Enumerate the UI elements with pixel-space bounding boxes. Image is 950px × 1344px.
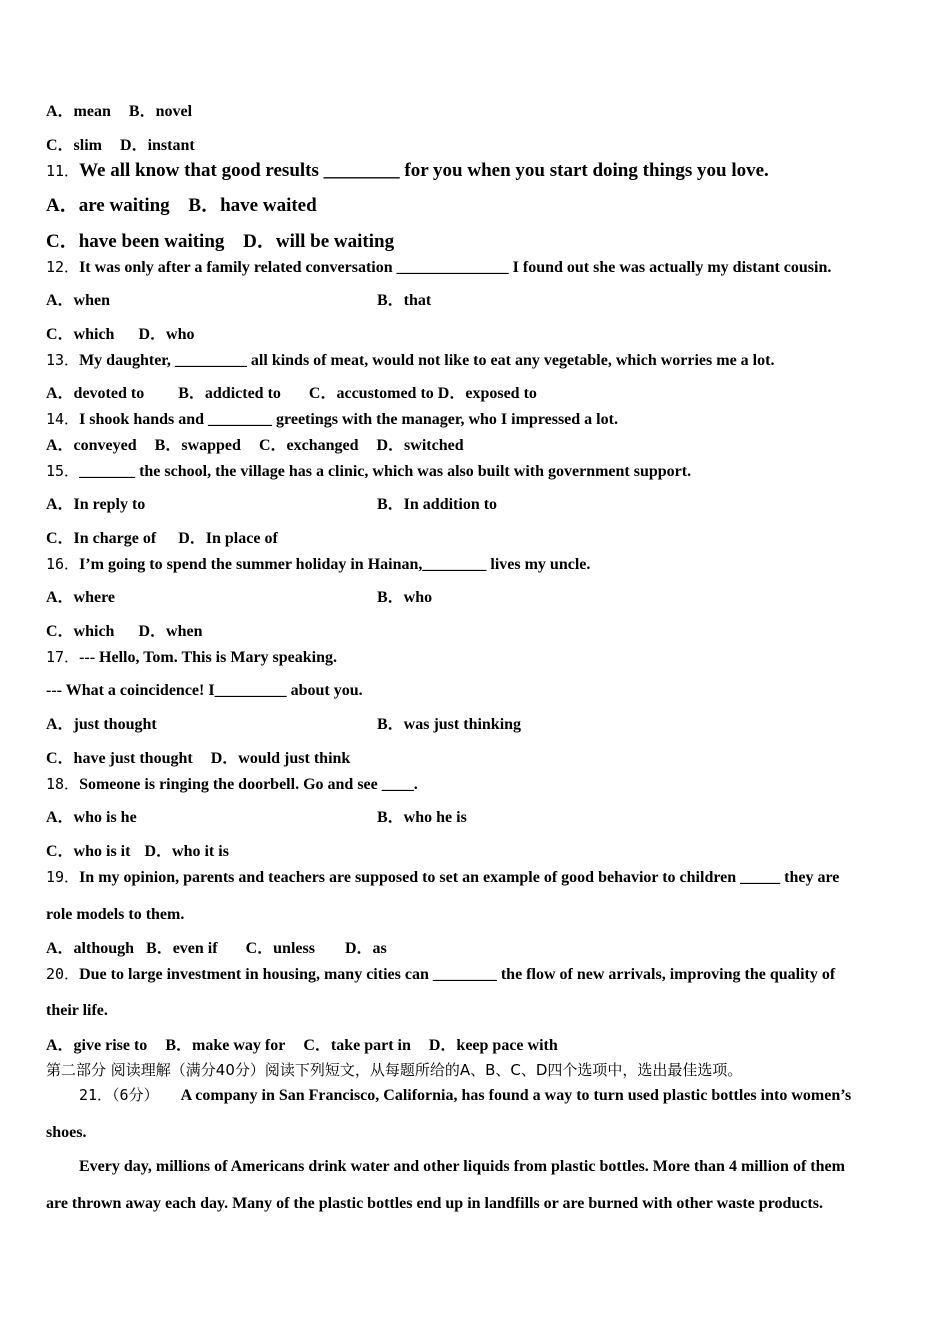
q15-option-b[interactable]: B．In addition to: [377, 496, 498, 513]
q18-number: 18．: [46, 775, 80, 793]
q20-options-row: [46, 1036, 558, 1056]
q18-option-d[interactable]: D．who it is: [144, 843, 229, 860]
q12-option-b[interactable]: B．that: [377, 292, 432, 309]
q15-stem: [46, 461, 691, 482]
q11-number: 11．: [46, 162, 80, 180]
q20-stem2: their life.: [46, 1002, 108, 1019]
q12-option-d[interactable]: D．who: [138, 326, 195, 343]
q12-options-row1: [46, 291, 906, 311]
q13-option-b[interactable]: B．addicted to: [178, 385, 281, 402]
part2-heading: 第二部分 阅读理解（满分40分）阅读下列短文，从每题所给的A、B、C、D四个选项中，选出最佳选项。: [46, 1061, 743, 1079]
q20-number: 20．: [46, 965, 80, 983]
q11-options-row1: [46, 194, 317, 218]
q10-option-a[interactable]: A．mean: [46, 103, 111, 120]
q19-option-b[interactable]: B．even if: [146, 940, 218, 957]
q21-line1: [79, 1085, 851, 1106]
q12-option-a[interactable]: A．when: [46, 292, 111, 309]
q16-option-d[interactable]: D．when: [138, 623, 203, 640]
q11-option-d[interactable]: D．will be waiting: [243, 231, 395, 252]
q15-option-c[interactable]: C．In charge of: [46, 530, 157, 547]
q13-stem: [46, 350, 774, 371]
q20-option-a[interactable]: A．give rise to: [46, 1037, 148, 1054]
q19-stem: [46, 867, 839, 888]
q12-options-row2: [46, 325, 194, 345]
q11-options-row2: [46, 230, 394, 254]
q13-options-row: [46, 384, 537, 404]
q10-option-c[interactable]: C．slim: [46, 137, 103, 154]
q12-text: It was only after a family related conversation ______________ I found out she was actually my distant cousin.: [79, 259, 832, 276]
q21-para1-line2: shoes.: [46, 1124, 87, 1141]
q18-options-row2: [46, 842, 229, 862]
q15-options-row2: [46, 529, 278, 549]
q13-option-d[interactable]: D．exposed to: [437, 385, 537, 402]
q13-option-a[interactable]: A．devoted to: [46, 385, 145, 402]
q18-option-b[interactable]: B．who he is: [377, 809, 467, 826]
q10-options-row2: [46, 136, 195, 156]
q11-option-c[interactable]: C．have been waiting: [46, 231, 225, 252]
q14-stem: [46, 409, 618, 430]
q16-options-row1: [46, 588, 906, 608]
q19-options-row: [46, 939, 387, 959]
q17-text: --- Hello, Tom. This is Mary speaking.: [79, 649, 338, 666]
q10-option-d[interactable]: D．instant: [120, 137, 195, 154]
q19-option-c[interactable]: C．unless: [245, 940, 315, 957]
q14-option-c[interactable]: C．exchanged: [258, 437, 359, 454]
q17-option-b[interactable]: B．was just thinking: [377, 716, 522, 733]
q17-option-d[interactable]: D．would just think: [210, 750, 351, 767]
q20-option-d[interactable]: D．keep pace with: [428, 1037, 558, 1054]
q17-option-a[interactable]: A．just thought: [46, 716, 157, 733]
q19-option-a[interactable]: A．although: [46, 940, 135, 957]
q11-option-b[interactable]: B．have waited: [188, 195, 317, 216]
q20-option-b[interactable]: B．make way for: [165, 1037, 286, 1054]
q11-text: We all know that good results ________ for you when you start doing things you love.: [79, 160, 769, 181]
q15-options-row1: [46, 495, 906, 515]
q20-stem: [46, 964, 835, 985]
q19-option-d[interactable]: D．as: [344, 940, 387, 957]
q17-options-row2: [46, 749, 350, 769]
q16-option-c[interactable]: C．which: [46, 623, 115, 640]
q15-text: _______ the school, the village has a clinic, which was also built with government support.: [79, 463, 692, 480]
q21-para1-line1: A company in San Francisco, California, has found a way to turn used plastic bottles into women’s: [180, 1087, 852, 1104]
q13-text: My daughter, _________ all kinds of meat, would not like to eat any vegetable, which worries me a lot.: [79, 352, 775, 369]
q16-options-row2: [46, 622, 202, 642]
q18-options-row1: [46, 808, 906, 828]
q18-option-c[interactable]: C．who is it: [46, 843, 131, 860]
q15-number: 15．: [46, 462, 80, 480]
q18-text: Someone is ringing the doorbell. Go and see ____.: [79, 776, 418, 793]
q17-stem: [46, 647, 337, 668]
q14-option-b[interactable]: B．swapped: [154, 437, 241, 454]
q17-number: 17．: [46, 648, 80, 666]
q19-text: In my opinion, parents and teachers are supposed to set an example of good behavior to children _____ they are: [79, 869, 840, 886]
q13-number: 13．: [46, 351, 80, 369]
q13-option-c[interactable]: C．accustomed to: [308, 385, 434, 402]
q12-stem: [46, 257, 831, 278]
q14-option-d[interactable]: D．switched: [376, 437, 464, 454]
q21-para2-line2: are thrown away each day. Many of the plastic bottles end up in landfills or are burned with other waste products.: [46, 1195, 823, 1212]
q17-options-row1: [46, 715, 906, 735]
q11-stem: [46, 159, 769, 183]
q10-options-row1: [46, 102, 192, 122]
q14-options-row: [46, 436, 464, 456]
q15-option-a[interactable]: A．In reply to: [46, 496, 146, 513]
q16-stem: [46, 554, 590, 575]
q19-number: 19．: [46, 868, 80, 886]
q10-option-b[interactable]: B．novel: [128, 103, 193, 120]
q16-option-a[interactable]: A．where: [46, 589, 116, 606]
q21-number: 21．（6分）: [79, 1086, 159, 1104]
q19-stem2: role models to them.: [46, 906, 185, 923]
q11-option-a[interactable]: A．are waiting: [46, 195, 170, 216]
q12-option-c[interactable]: C．which: [46, 326, 115, 343]
q18-stem: [46, 774, 418, 795]
q14-text: I shook hands and ________ greetings with the manager, who I impressed a lot.: [79, 411, 618, 428]
q16-text: I’m going to spend the summer holiday in Hainan,________ lives my uncle.: [79, 556, 591, 573]
q20-text: Due to large investment in housing, many cities can ________ the flow of new arrivals, improving the quality of: [79, 966, 836, 983]
q17-stem2: --- What a coincidence! I_________ about you.: [46, 682, 363, 699]
q20-option-c[interactable]: C．take part in: [303, 1037, 411, 1054]
q17-option-c[interactable]: C．have just thought: [46, 750, 193, 767]
q12-number: 12．: [46, 258, 80, 276]
q16-number: 16．: [46, 555, 80, 573]
q18-option-a[interactable]: A．who is he: [46, 809, 137, 826]
q16-option-b[interactable]: B．who: [377, 589, 433, 606]
q14-number: 14．: [46, 410, 80, 428]
q14-option-a[interactable]: A．conveyed: [46, 437, 137, 454]
q21-para2-line1: Every day, millions of Americans drink water and other liquids from plastic bottles. More than 4 million of them: [79, 1158, 845, 1175]
q15-option-d[interactable]: D．In place of: [178, 530, 278, 547]
